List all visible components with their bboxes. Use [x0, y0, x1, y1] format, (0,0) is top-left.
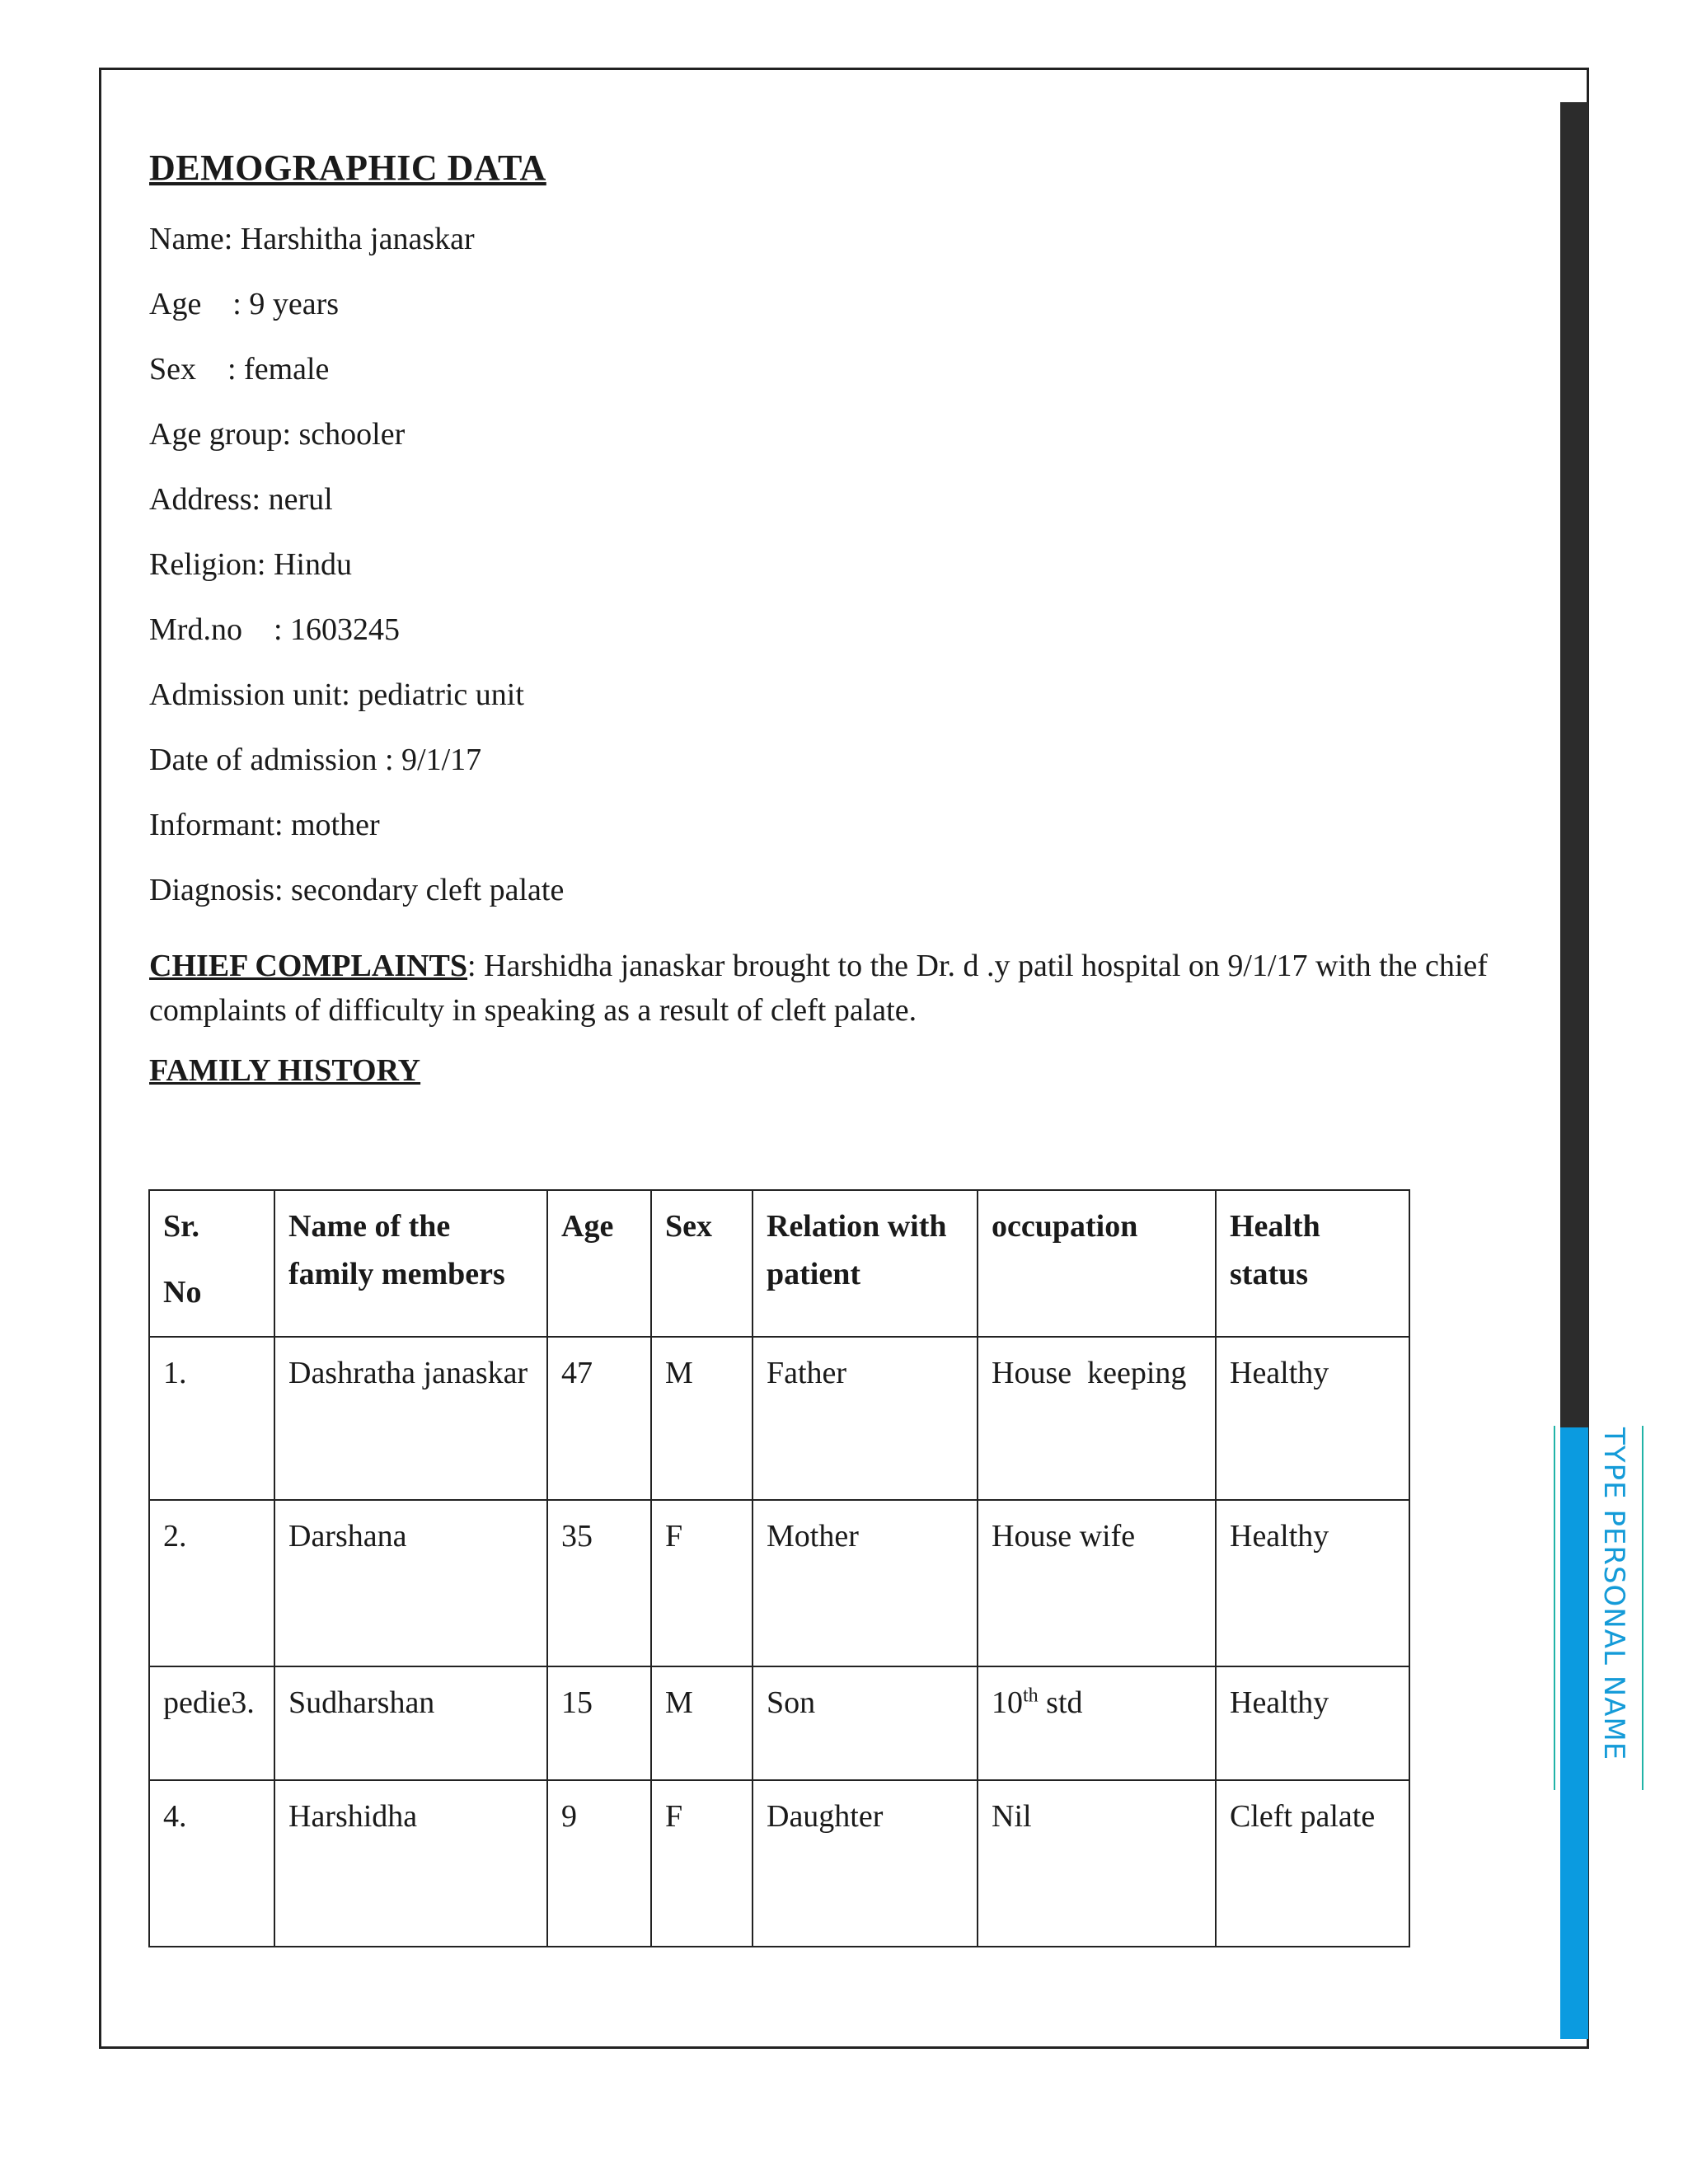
field-age: Age : 9 years: [149, 287, 340, 321]
cell-sr: 1.: [149, 1337, 274, 1500]
field-address: Address: nerul: [149, 482, 333, 517]
demographic-heading: DEMOGRAPHIC DATA: [149, 148, 546, 188]
family-history-heading: FAMILY HISTORY: [149, 1053, 421, 1088]
field-informant: Informant: mother: [149, 808, 380, 842]
cell-name: Dashratha janaskar: [274, 1337, 547, 1500]
occupation-suffix: std: [1038, 1685, 1083, 1720]
cell-relation: Mother: [753, 1500, 978, 1666]
cell-occupation: House wife: [978, 1500, 1216, 1666]
cell-name: Sudharshan: [274, 1666, 547, 1780]
cell-age: 15: [547, 1666, 651, 1780]
header-occupation: occupation: [978, 1190, 1216, 1337]
field-name: Name: Harshitha janaskar: [149, 222, 475, 256]
header-relation: Relation with patient: [753, 1190, 978, 1337]
cell-health: Healthy: [1216, 1500, 1409, 1666]
cell-relation: Son: [753, 1666, 978, 1780]
header-no-label: No: [163, 1275, 202, 1310]
table-row: [149, 1666, 1409, 1780]
field-mrd-no: Mrd.no : 1603245: [149, 612, 400, 647]
header-sex: Sex: [651, 1190, 753, 1337]
header-sr-no: [149, 1190, 274, 1337]
cell-health: Healthy: [1216, 1337, 1409, 1500]
header-age: Age: [547, 1190, 651, 1337]
cell-occupation: [978, 1666, 1216, 1780]
table-row: [149, 1500, 1409, 1666]
occupation-superscript: th: [1023, 1685, 1039, 1707]
cell-sex: F: [651, 1780, 753, 1947]
cell-age: 35: [547, 1500, 651, 1666]
table-row: [149, 1780, 1409, 1947]
header-name: Name of the family members: [274, 1190, 547, 1337]
side-label: TYPE PERSONAL NAME: [1597, 1427, 1630, 1761]
cell-sr: 4.: [149, 1780, 274, 1947]
cell-health: Healthy: [1216, 1666, 1409, 1780]
field-sex: Sex : female: [149, 352, 330, 387]
chief-complaints-label: CHIEF COMPLAINTS: [149, 949, 468, 983]
occupation-number: 10: [992, 1685, 1023, 1720]
decorative-dark-bar: [1560, 102, 1588, 1427]
cell-occupation: Nil: [978, 1780, 1216, 1947]
chief-complaints-text: : Harshidha janaskar brought to the Dr. d .y patil hospital on 9/1/17 with the chief complaints of difficulty in speaking as a result of cleft palate.: [149, 949, 1488, 1028]
table-header-row: [149, 1190, 1409, 1337]
cell-sex: M: [651, 1337, 753, 1500]
field-admission-unit: Admission unit: pediatric unit: [149, 677, 524, 712]
cell-occupation: House keeping: [978, 1337, 1216, 1500]
header-sr-label: Sr.: [163, 1209, 200, 1244]
cell-age: 47: [547, 1337, 651, 1500]
cell-sr: pedie3.: [149, 1666, 274, 1780]
field-age-group: Age group: schooler: [149, 417, 406, 452]
decorative-blue-bar: [1560, 1427, 1588, 2039]
cell-relation: Daughter: [753, 1780, 978, 1947]
field-diagnosis: Diagnosis: secondary cleft palate: [149, 873, 565, 907]
cell-relation: Father: [753, 1337, 978, 1500]
header-health-status: Health status: [1216, 1190, 1409, 1337]
cell-sex: F: [651, 1500, 753, 1666]
cell-health: Cleft palate: [1216, 1780, 1409, 1947]
field-religion: Religion: Hindu: [149, 547, 352, 582]
table-row: [149, 1337, 1409, 1500]
field-date-of-admission: Date of admission : 9/1/17: [149, 743, 482, 777]
cell-sex: M: [651, 1666, 753, 1780]
side-divider-right: [1642, 1426, 1643, 1790]
cell-sr: 2.: [149, 1500, 274, 1666]
cell-name: Harshidha: [274, 1780, 547, 1947]
family-history-table: [148, 1189, 1410, 1947]
side-divider-left: [1554, 1426, 1555, 1790]
cell-age: 9: [547, 1780, 651, 1947]
chief-complaints: [149, 944, 1517, 1033]
cell-name: Darshana: [274, 1500, 547, 1666]
